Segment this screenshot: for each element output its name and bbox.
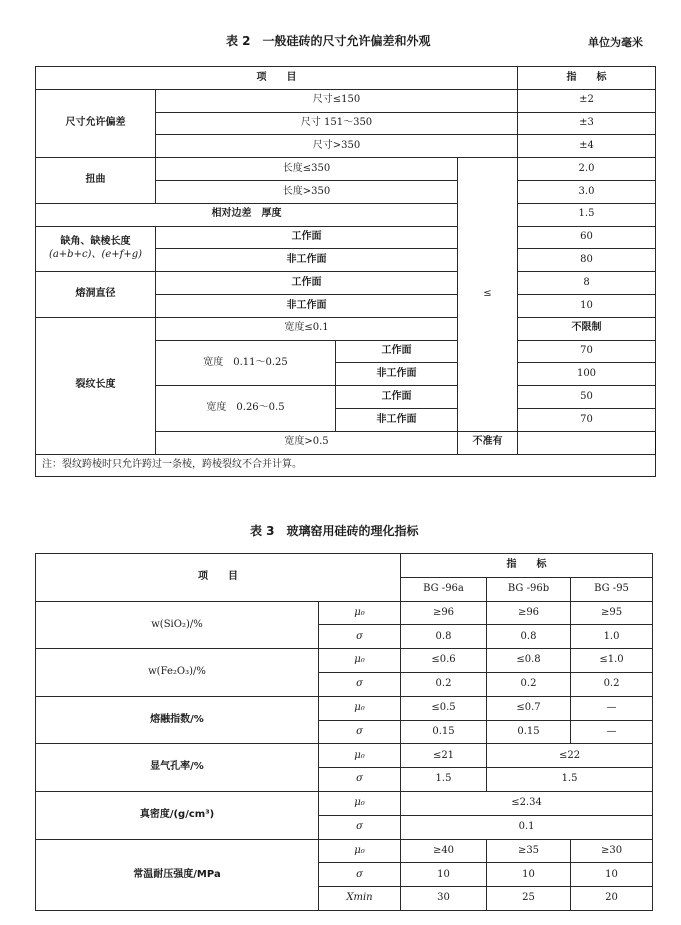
- mu-symbol: μ₀: [319, 649, 401, 673]
- header-index: 指 标: [518, 67, 656, 90]
- row-value: 100: [518, 363, 656, 386]
- group-size-tolerance: 尺寸允许偏差: [36, 89, 156, 157]
- row-label: 长度≤350: [156, 158, 458, 181]
- grade-header: BG -95: [571, 577, 653, 601]
- item-fe2o3: w(Fe₂O₃)/%: [36, 649, 319, 697]
- grade-header: BG -96b: [487, 577, 571, 601]
- mu-symbol: μ₀: [319, 791, 401, 815]
- cell-value: ≥96: [401, 601, 487, 625]
- cell-value: 10: [401, 863, 487, 887]
- row-value: ±3: [518, 112, 656, 135]
- item-crushing-strength: 常温耐压强度/MPa: [36, 839, 319, 910]
- cell-value: ≥95: [571, 601, 653, 625]
- row-value: 60: [518, 226, 656, 249]
- cell-value: 30: [401, 887, 487, 911]
- row-label: 工作面: [156, 226, 458, 249]
- row-value: 70: [518, 340, 656, 363]
- group-hole-diameter: 熔洞直径: [36, 272, 156, 318]
- sigma-symbol: σ: [319, 625, 401, 649]
- item-sio2: w(SiO₂)/%: [36, 601, 319, 649]
- table-row: [36, 317, 656, 340]
- cell-value: 0.2: [571, 672, 653, 696]
- row-value: 1.5: [518, 203, 656, 226]
- mu-symbol: μ₀: [319, 839, 401, 863]
- row-label: 尺寸 151～350: [156, 112, 518, 135]
- header-item: 项 目: [36, 554, 401, 602]
- row-label-edge-diff: 相对边差 厚度: [36, 203, 458, 226]
- cell-value: 10: [571, 863, 653, 887]
- table-row: [36, 158, 656, 181]
- cell-value: 0.15: [487, 720, 571, 744]
- xmin-symbol: Xmin: [319, 887, 401, 911]
- cell-value: ≤0.5: [401, 696, 487, 720]
- table-row: [36, 89, 656, 112]
- table2-size-and-appearance: [35, 66, 656, 477]
- row-value: 10: [518, 294, 656, 317]
- cell-value: 1.5: [487, 768, 653, 792]
- table-row: [36, 744, 653, 768]
- row-value: 3.0: [518, 180, 656, 203]
- cell-value: 25: [487, 887, 571, 911]
- less-equal-symbol: ≤: [458, 158, 518, 432]
- cell-value: ≤22: [487, 744, 653, 768]
- table-row: [36, 649, 653, 673]
- cell-value: ≥96: [487, 601, 571, 625]
- cell-value: ≥35: [487, 839, 571, 863]
- row-label: 宽度>0.5: [156, 431, 458, 454]
- sigma-symbol: σ: [319, 863, 401, 887]
- cell-value: 0.2: [487, 672, 571, 696]
- cell-value: 10: [487, 863, 571, 887]
- row-label-width-range: 宽度 0.26～0.5: [156, 386, 336, 432]
- row-label: 非工作面: [336, 363, 458, 386]
- cell-value: 1.5: [401, 768, 487, 792]
- table3-caption: 表 3 玻璃窑用硅砖的理化指标: [250, 524, 419, 538]
- row-value: 70: [518, 408, 656, 431]
- item-true-density: 真密度/(g/cm³): [36, 791, 319, 839]
- item-flux-index: 熔融指数/%: [36, 696, 319, 744]
- row-value: 不准有: [458, 431, 518, 454]
- row-label: 尺寸>350: [156, 135, 518, 158]
- row-label: 非工作面: [156, 249, 458, 272]
- row-value: 50: [518, 386, 656, 409]
- row-label: 尺寸≤150: [156, 89, 518, 112]
- table-row: [36, 791, 653, 815]
- cell-value: 0.1: [401, 815, 653, 839]
- cell-value: ≤1.0: [571, 649, 653, 673]
- cell-value: ≤0.6: [401, 649, 487, 673]
- table-row: [36, 454, 656, 477]
- table3-physicochemical-index: [35, 553, 653, 911]
- table-row: [36, 272, 656, 295]
- cell-value: —: [571, 696, 653, 720]
- mu-symbol: μ₀: [319, 601, 401, 625]
- sigma-symbol: σ: [319, 720, 401, 744]
- row-label: 工作面: [156, 272, 458, 295]
- row-label: 工作面: [336, 340, 458, 363]
- cell-value: 0.2: [401, 672, 487, 696]
- cell-value: —: [571, 720, 653, 744]
- cell-value: 0.8: [401, 625, 487, 649]
- row-value: 不限制: [518, 317, 656, 340]
- row-value: 8: [518, 272, 656, 295]
- mu-symbol: μ₀: [319, 696, 401, 720]
- sigma-symbol: σ: [319, 815, 401, 839]
- cell-value: 1.0: [571, 625, 653, 649]
- row-value: 80: [518, 249, 656, 272]
- cell-value: 20: [571, 887, 653, 911]
- group-crack-length: 裂纹长度: [36, 317, 156, 454]
- table-row: [36, 203, 656, 226]
- row-label: 长度>350: [156, 180, 458, 203]
- group-corner-defect: [36, 226, 156, 272]
- table-row: [36, 67, 656, 90]
- sigma-symbol: σ: [319, 672, 401, 696]
- row-value: ±4: [518, 135, 656, 158]
- table-row: [36, 554, 653, 578]
- item-porosity: 显气孔率/%: [36, 744, 319, 792]
- table-row: [36, 696, 653, 720]
- table-row: [36, 839, 653, 863]
- header-item: 项 目: [36, 67, 518, 90]
- cell-value: ≤21: [401, 744, 487, 768]
- cell-value: 0.15: [401, 720, 487, 744]
- cell-value: ≥40: [401, 839, 487, 863]
- table-row: [36, 226, 656, 249]
- group-twist: 扭曲: [36, 158, 156, 204]
- sigma-symbol: σ: [319, 768, 401, 792]
- row-label-width-range: 宽度 0.11～0.25: [156, 340, 336, 386]
- cell-value: ≥30: [571, 839, 653, 863]
- row-label: 非工作面: [156, 294, 458, 317]
- table2-unit: 单位为毫米: [588, 36, 643, 49]
- table2-caption: 表 2 一般硅砖的尺寸允许偏差和外观: [226, 34, 431, 48]
- cell-value: ≤0.8: [487, 649, 571, 673]
- cell-value: ≤0.7: [487, 696, 571, 720]
- row-label: 宽度≤0.1: [156, 317, 458, 340]
- row-value: 2.0: [518, 158, 656, 181]
- header-index: 指 标: [401, 554, 653, 578]
- row-value: ±2: [518, 89, 656, 112]
- table-row: [36, 601, 653, 625]
- row-label: 工作面: [336, 386, 458, 409]
- row-label: 非工作面: [336, 408, 458, 431]
- grade-header: BG -96a: [401, 577, 487, 601]
- group-corner-line1: 缺角、缺棱长度: [60, 236, 131, 248]
- group-corner-line2: (a+b+c)、(e+f+g): [48, 248, 143, 260]
- cell-value: 0.8: [487, 625, 571, 649]
- cell-value: ≤2.34: [401, 791, 653, 815]
- table2-note: 注：裂纹跨棱时只允许跨过一条棱，跨棱裂纹不合并计算。: [36, 454, 656, 477]
- mu-symbol: μ₀: [319, 744, 401, 768]
